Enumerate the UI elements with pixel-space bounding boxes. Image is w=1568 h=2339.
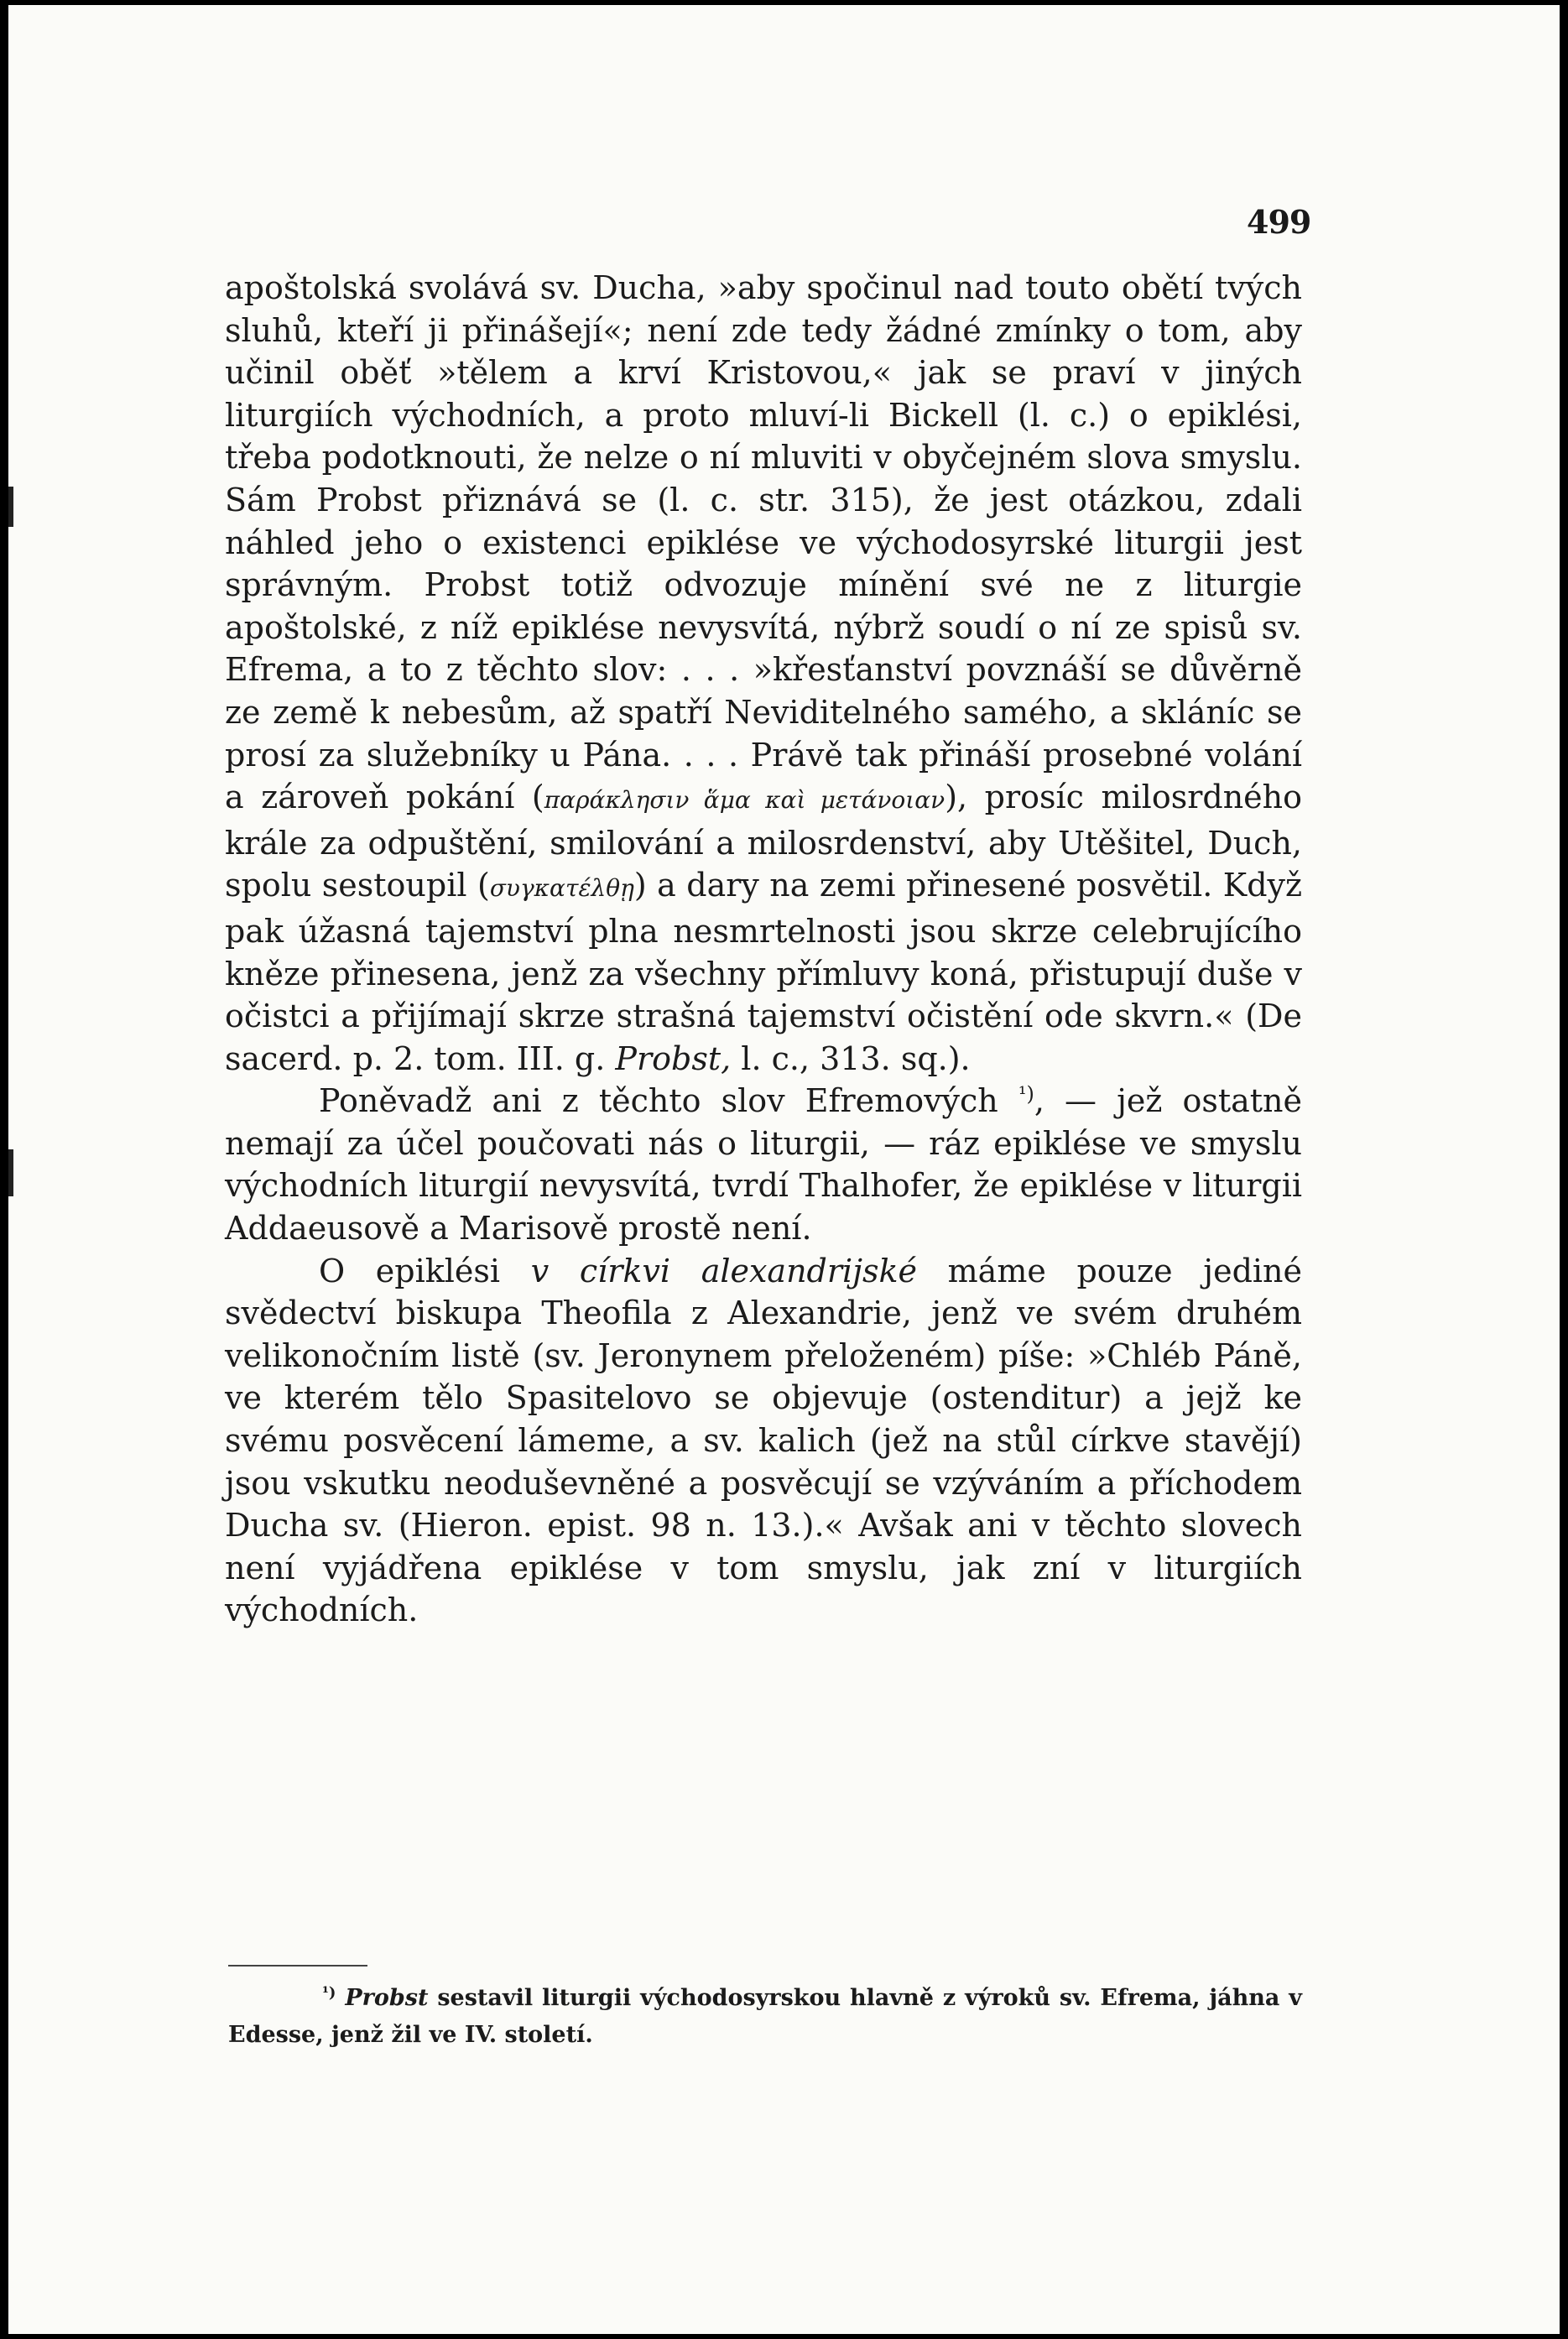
italic-phrase-alexandria: v církvi alexandrijské (530, 1252, 917, 1289)
paragraph-3-text-a: O epiklési (319, 1252, 531, 1289)
paragraph-1-text-b: ), prosíc milosrdného krále za odpuštění, smilování a milosrdenství, aby Utěšitel, Duch, spolu sestoupil ( (225, 779, 1303, 904)
binding-mark-top (8, 487, 13, 527)
paragraph-3 (225, 1250, 1302, 1632)
paragraph-1-text-a: apoštolská svolává sv. Ducha, »aby spočinul nad touto obětí tvých sluhů, kteří ji přinášejí«; není zde tedy žádné zmínky o tom, aby učinil oběť »tělem a krví Kristovou,« jak se praví v jiných liturgiích východních, a proto mluví-li Bickell (l. c.) o epiklési, třeba podotknouti, že nelze o ní mluviti v obyčejném slova smyslu. Sám Probst přiznává se (l. c. str. 315), že jest otázkou, zdali náhled jeho o existenci epiklése ve východosyrské liturgii jest správným. Probst totiž odvozuje mínění své ne z liturgie apoštolské, z níž epiklése nevysvítá, nýbrž soudí o ní ze spisů sv. Efrema, a to z těchto slov: . . . »křesťanství povznáší se důvěrně ze země k nebesům, až spatří Neviditelného samého, a skláníc se prosí za služebníky u Pána. . . . Právě tak přináší prosebné volání a zároveň pokání ( (225, 269, 1302, 816)
footnote-reference: ¹) (1018, 1082, 1034, 1107)
greek-phrase-1: παράκλησιν ἅμα καὶ μετάνοιαν (544, 786, 945, 815)
binding-mark-bottom (8, 1149, 13, 1196)
main-text (225, 267, 1302, 1632)
footnote-text: sestavil liturgii východosyrskou hlavně z výroků sv. Efrema, jáhna v Edesse, jenž žil ve IV. století. (228, 1985, 1302, 2048)
paragraph-1-text-c: ) a dary na zemi přinesené posvětil. Když pak úžasná tajemství plna nesmrtelnosti jsou skrze celebrujícího kněze přinesena, jenž za všechny přímluvy koná, přistupují duše v očistci a přijímají skrze strašná tajemství očistění ode skvrn.« (De sacerd. p. 2. tom. III. g. (225, 867, 1303, 1077)
footnote-paragraph (228, 1980, 1302, 2054)
page-number: 499 (1247, 203, 1311, 241)
footnote-marker: ¹) (322, 1984, 336, 2002)
paragraph-2-text-b: , — jež ostatně nemají za účel poučovati nás o liturgii, — ráz epiklése ve smyslu východních liturgií nevysvítá, tvrdí Thalhofer, že epiklése v liturgii Addaeusově a Marisově prostě není. (225, 1082, 1302, 1248)
paragraph-2-text-a: Poněvadž ani z těchto slov Efremových (319, 1082, 1018, 1120)
paragraph-3-text-b: máme pouze jediné svědectví biskupa Theofila z Alexandrie, jenž ve svém druhém velikonočním listě (sv. Jeronynem přeloženém) píše: »Chléb Páně, ve kterém tělo Spasitelovo se objevuje (ostenditur) a jejž ke svému posvěcení lámeme, a sv. kalich (jež na stůl církve stavějí) jsou vskutku neoduševněné a posvěcují se vzýváním a příchodem Ducha sv. (Hieron. epist. 98 n. 13.).« Avšak ani v těchto slovech není vyjádřena epiklése v tom smyslu, jak zní v liturgiích východních. (225, 1252, 1303, 1629)
author-name-probst: Probst, (615, 1039, 732, 1077)
greek-phrase-2: συγκατέλθῃ (489, 874, 634, 903)
paragraph-1-text-d: l. c., 313. sq.). (731, 1039, 971, 1077)
footnote-divider (228, 1965, 367, 1967)
book-page (8, 5, 1560, 2334)
footnote-author: Probst (345, 1985, 429, 2011)
paragraph-1 (225, 267, 1302, 1080)
footnote (228, 1980, 1302, 2054)
paragraph-2 (225, 1080, 1302, 1249)
